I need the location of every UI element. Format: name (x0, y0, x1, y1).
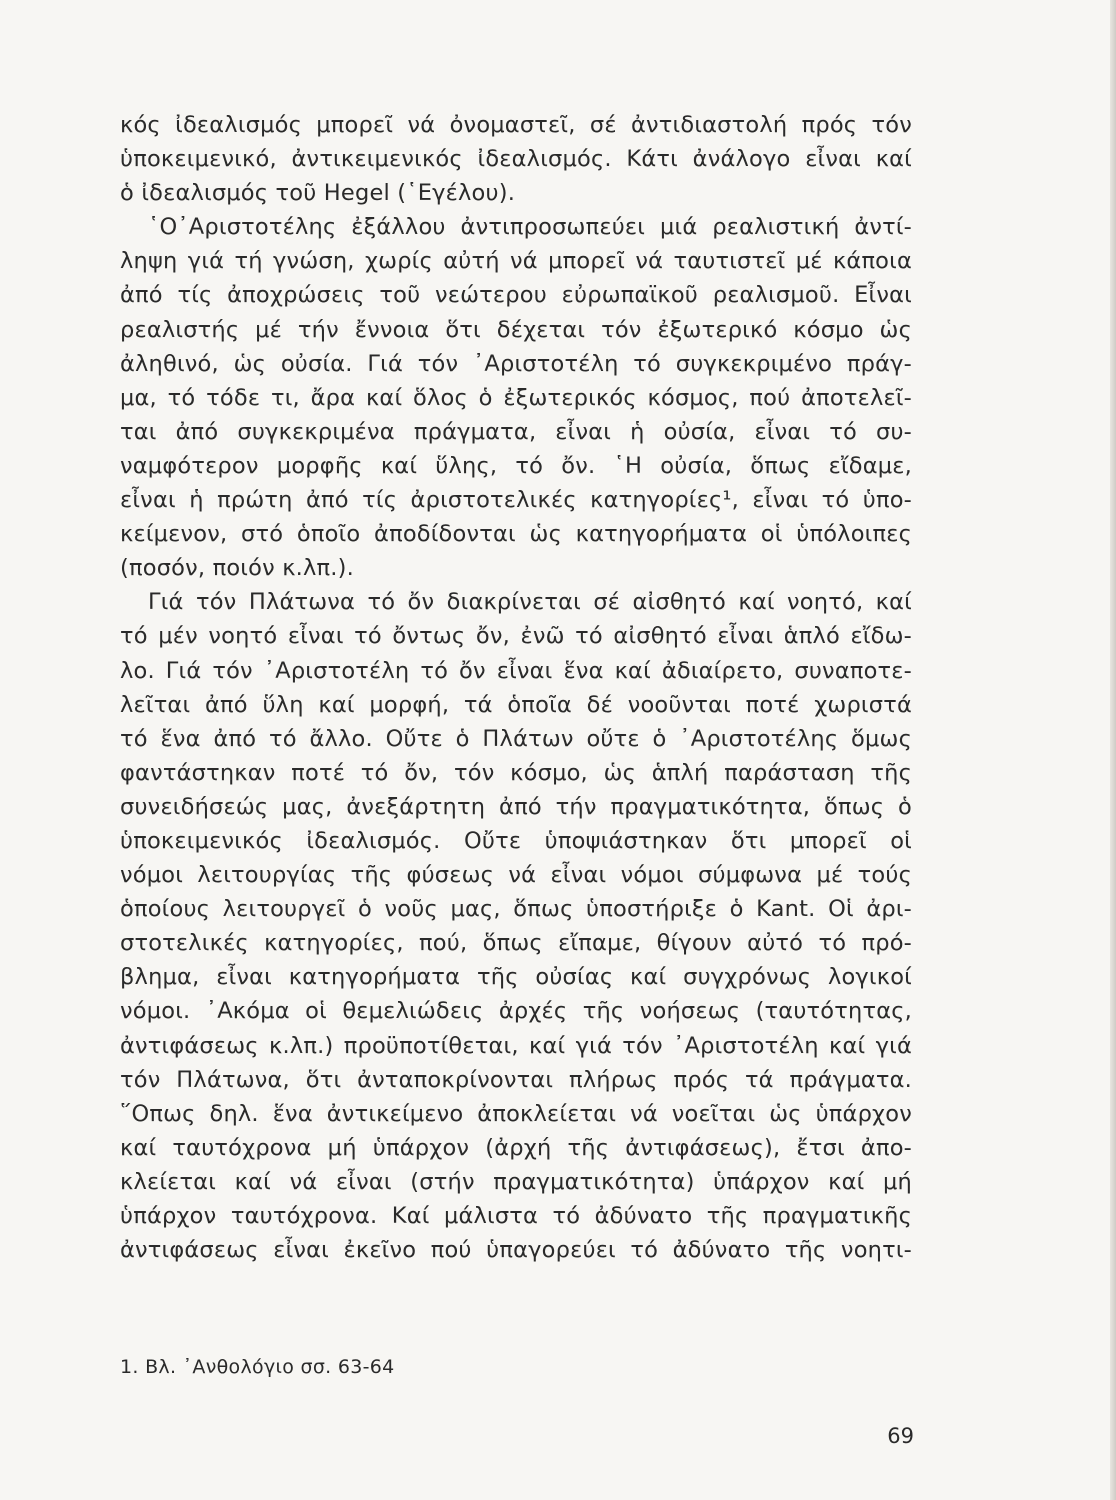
text-line: ὑπάρχον ταυτόχρονα. Καί μάλιστα τό ἀδύνατο τῆς πραγματικῆς (120, 1203, 912, 1229)
text-line: ῞Οπως δηλ. ἕνα ἀντικείμενο ἀποκλείεται νά νοεῖται ὡς ὑπάρχον (120, 1100, 912, 1127)
text-line: ἀληθινό, ὡς οὐσία. Γιά τόν ᾿Αριστοτέλη τό συγκεκριμένο πράγ- (120, 350, 912, 377)
text-line: ὁποίους λειτουργεῖ ὁ νοῦς μας, ὅπως ὑποστήριξε ὁ Kant. Οἱ ἀρι- (120, 896, 912, 923)
text-line: μα, τό τόδε τι, ἄρα καί ὅλος ὁ ἐξωτερικός κόσμος, πού ἀποτελεῖ- (120, 384, 912, 411)
text-line: ἀντιφάσεως κ.λπ.) προϋποτίθεται, καί γιά τόν ᾿Αριστοτέλη καί γιά (120, 1032, 912, 1059)
text-line: ἀντιφάσεως εἶναι ἐκεῖνο πού ὑπαγορεύει τό ἀδύνατο τῆς νοητι- (120, 1237, 912, 1264)
text-line: ρεαλιστής μέ τήν ἔννοια ὅτι δέχεται τόν ἐξωτερικό κόσμο ὡς (120, 316, 912, 343)
page-number: 69 (887, 1424, 914, 1448)
page-edge (1110, 0, 1116, 1500)
text-line: φαντάστηκαν ποτέ τό ὄν, τόν κόσμο, ὡς ἁπλή παράσταση τῆς (120, 759, 912, 786)
text-line: νόμοι. ᾿Ακόμα οἱ θεμελιώδεις ἀρχές τῆς νοήσεως (ταυτότητας, (120, 998, 912, 1025)
text-line: λεῖται ἀπό ὕλη καί μορφή, τά ὁποῖα δέ νοοῦνται ποτέ χωριστά (120, 691, 912, 718)
footnote: 1. Βλ. ᾿Ανθολόγιο σσ. 63-64 (120, 1356, 395, 1378)
text-line: εἶναι ἡ πρώτη ἀπό τίς ἀριστοτελικές κατηγορίες¹, εἶναι τό ὑπο- (120, 487, 912, 514)
text-line: Γιά τόν Πλάτωνα τό ὄν διακρίνεται σέ αἰσθητό καί νοητό, καί (148, 589, 912, 616)
text-line: κός ἰδεαλισμός μπορεῖ νά ὀνομαστεῖ, σέ ἀντιδιαστολή πρός τόν (120, 112, 912, 138)
text-line: κείμενον, στό ὁποῖο ἀποδίδονται ὡς κατηγορήματα οἱ ὑπόλοιπες (120, 521, 912, 548)
text-line: ληψη γιά τή γνώση, χωρίς αὐτή νά μπορεῖ νά ταυτιστεῖ μέ κάποια (120, 248, 912, 275)
text-line: ται ἀπό συγκεκριμένα πράγματα, εἶναι ἡ οὐσία, εἶναι τό συ- (120, 418, 912, 445)
text-line: στοτελικές κατηγορίες, πού, ὅπως εἴπαμε, θίγουν αὐτό τό πρό- (120, 930, 912, 957)
text-line: ὑποκειμενικό, ἀντικειμενικός ἰδεαλισμός. Κάτι ἀνάλογο εἶναι καί (120, 146, 912, 173)
text-line: ναμφότερον μορφῆς καί ὕλης, τό ὄν. ῾Η οὐσία, ὅπως εἴδαμε, (120, 452, 912, 479)
text-line: βλημα, εἶναι κατηγορήματα τῆς οὐσίας καί συγχρόνως λογικοί (120, 964, 912, 991)
text-line: συνειδήσεώς μας, ἀνεξάρτητη ἀπό τήν πραγματικότητα, ὅπως ὁ (120, 793, 912, 820)
text-line: νόμοι λειτουργίας τῆς φύσεως νά εἶναι νόμοι σύμφωνα μέ τούς (120, 862, 912, 889)
text-line: ὁ ἰδεαλισμός τοῦ Hegel (῾Εγέλου). (120, 180, 516, 207)
text-line: ἀπό τίς ἀποχρώσεις τοῦ νεώτερου εὐρωπαϊκοῦ ρεαλισμοῦ. Εἶναι (120, 282, 912, 309)
text-line: λο. Γιά τόν ᾿Αριστοτέλη τό ὄν εἶναι ἕνα καί ἀδιαίρετο, συναποτε- (120, 657, 912, 684)
text-line: τόν Πλάτωνα, ὅτι ἀνταποκρίνονται πλήρως πρός τά πράγματα. (120, 1066, 912, 1093)
body-text (120, 108, 912, 1267)
text-line: τό ἕνα ἀπό τό ἄλλο. Οὔτε ὁ Πλάτων οὔτε ὁ ᾿Αριστοτέλης ὅμως (120, 725, 912, 752)
text-line: (ποσόν, ποιόν κ.λπ.). (120, 555, 354, 582)
text-line: ῾Ο᾿Αριστοτέλης ἐξάλλου ἀντιπροσωπεύει μιά ρεαλιστική ἀντί- (148, 214, 912, 241)
text-line: καί ταυτόχρονα μή ὑπάρχον (ἀρχή τῆς ἀντιφάσεως), ἔτσι ἀπο- (120, 1134, 912, 1161)
text-line: κλείεται καί νά εἶναι (στήν πραγματικότητα) ὑπάρχον καί μή (120, 1168, 912, 1195)
text-line: τό μέν νοητό εἶναι τό ὄντως ὄν, ἐνῶ τό αἰσθητό εἶναι ἁπλό εἴδω- (120, 623, 912, 650)
text-line: ὑποκειμενικός ἰδεαλισμός. Οὔτε ὑποψιάστηκαν ὅτι μπορεῖ οἱ (120, 827, 912, 854)
